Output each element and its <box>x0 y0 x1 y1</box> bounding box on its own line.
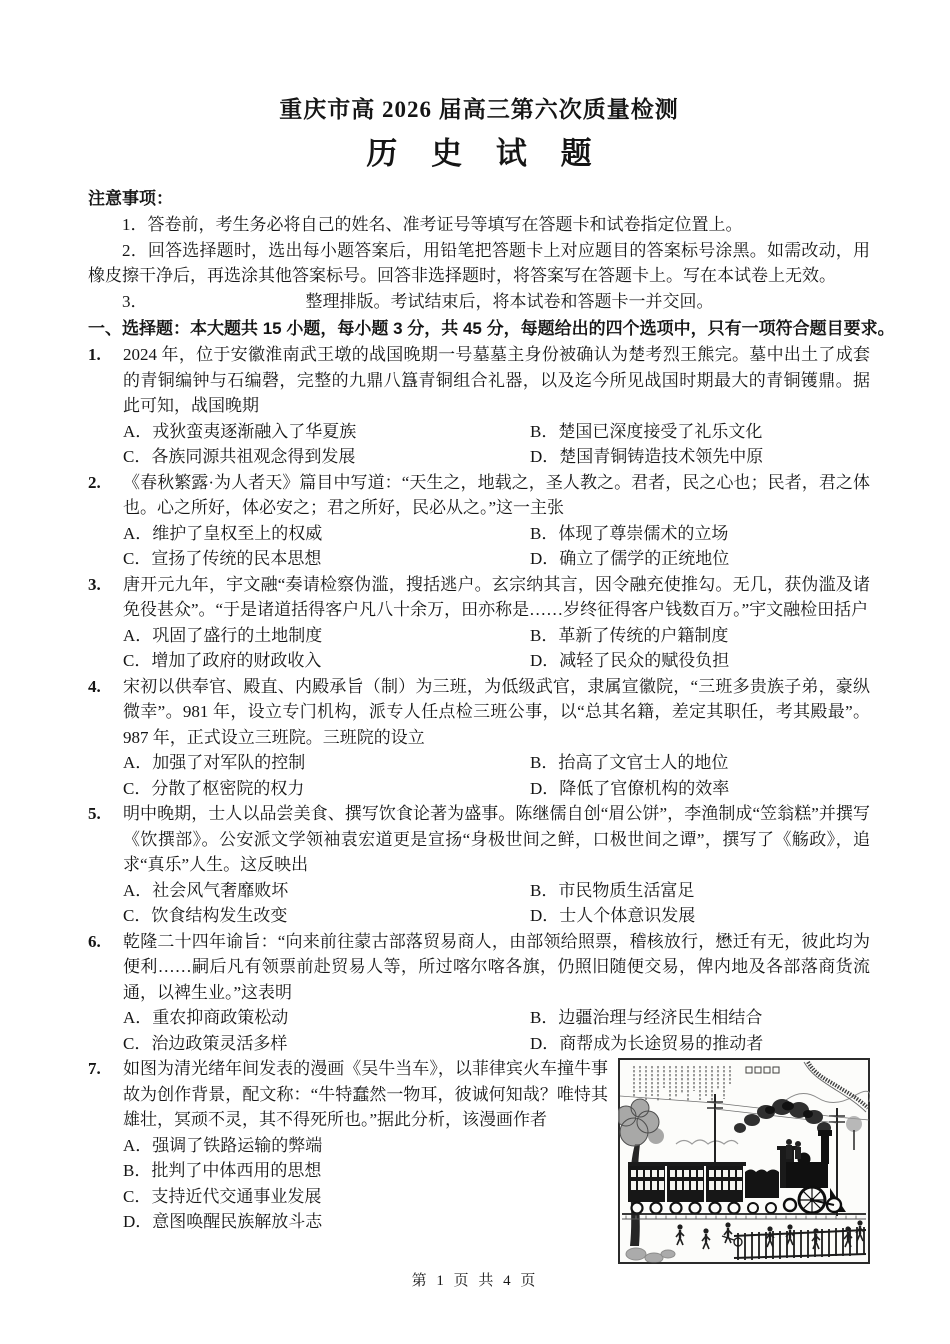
question-7-option-c: C．支持近代交通事业发展 <box>123 1186 322 1206</box>
notice-item-3-text: 整理排版。考试结束后，将本试卷和答题卡一并交回。 <box>305 291 714 311</box>
question-7-option-d: D．意图唤醒民族解放斗志 <box>123 1212 323 1231</box>
question-1-stem: 2024 年，位于安徽淮南武王墩的战国晚期一号墓墓主身份被确认为楚考烈王熊完。墓中出土了成套的青铜编钟与石编磬，完整的九鼎八簋青铜组合礼器，以及迄今所见战国时期最大的青铜镬鼎。据此可知，战国晚期 <box>123 345 870 415</box>
wu-niu-dang-che-cartoon-image <box>618 1058 870 1264</box>
section-1-header: 一、选择题：本大题共 15 小题，每小题 3 分，共 45 分，每题给出的四个选项中，只有一项符合题目要求。 <box>88 319 895 338</box>
question-1-option-a: A．戎狄蛮夷逐渐融入了华夏族 <box>123 421 357 441</box>
question-5-option-c: C．饮食结构发生改变 <box>123 906 288 925</box>
question-6-option-b: B．边疆治理与经济民生相结合 <box>530 1008 763 1027</box>
question-2 <box>88 470 870 572</box>
question-2-option-b: B．体现了尊崇儒术的立场 <box>530 523 729 543</box>
question-6-stem: 乾隆二十四年谕旨：“向来前往蒙古部落贸易商人，由部领给照票，稽核放行，懋迁有无，彼此均为便利……嗣后凡有领票前赴贸易人等，所过喀尔喀各旗，仍照旧随便交易，俾内地及各部落商货流通，以裨生业。”这表明 <box>123 931 870 1002</box>
notice-item-2: 2．回答选择题时，选出每小题答案后，用铅笔把答题卡上对应题目的答案标号涂黑。如需改动，用橡皮擦干净后，再选涂其他答案标号。回答非选择题时，将答案写在答题卡上。写在本试卷上无效。 <box>88 240 870 285</box>
question-3-number: 3. <box>88 574 101 594</box>
question-6-option-c: C．治边政策灵活多样 <box>123 1033 288 1053</box>
question-2-number: 2. <box>88 472 101 492</box>
question-6-option-d: D．商帮成为长途贸易的推动者 <box>530 1033 764 1053</box>
page-content <box>88 94 895 1264</box>
question-3 <box>88 572 870 674</box>
question-5-number: 5. <box>88 804 101 823</box>
question-3-option-c: C．增加了政府的财政收入 <box>123 651 322 670</box>
question-4-number: 4. <box>88 676 101 696</box>
notice-item-3 <box>88 289 870 315</box>
page-subtitle: 历 史 试 题 <box>366 136 605 171</box>
notice-item-3-number: 3． <box>122 291 148 311</box>
question-7-stem: 如图为清光绪年间发表的漫画《吴牛当车》，以菲律宾火车撞牛事故为创作背景，配文称：“牛特蠢然一物耳，彼诚何知哉？唯恃其雄壮，冥顽不灵，其不得死所也。”据此分析，该漫画作者 <box>123 1059 608 1129</box>
question-4-option-d: D．降低了官僚机构的效率 <box>530 778 730 798</box>
question-2-option-c: C．宣扬了传统的民本思想 <box>123 549 322 568</box>
question-1-option-d: D．楚国青铜铸造技术领先中原 <box>530 447 764 466</box>
question-5-option-d: D．士人个体意识发展 <box>530 906 696 925</box>
question-7-number: 7. <box>88 1059 101 1078</box>
question-5 <box>88 801 870 929</box>
question-4 <box>88 674 870 802</box>
question-7-option-b: B．批判了中体西用的思想 <box>123 1161 322 1180</box>
question-3-stem: 唐开元九年，宇文融“奏请检察伪滥，搜括逃户。玄宗纳其言，因令融充使推勾。无几，获伪滥及诸免役甚众”。“于是诸道括得客户凡八十余万，田亦称是……岁终征得客户钱数百万。”宇文融检田括户 <box>123 574 870 619</box>
question-4-option-b: B．抬高了文官士人的地位 <box>530 753 729 772</box>
page-title: 重庆市高 2026 届高三第六次质量检测 <box>279 97 679 122</box>
page-footer: 第 1 页 共 4 页 <box>411 1273 539 1289</box>
question-2-stem: 《春秋繁露·为人者天》篇目中写道：“天生之，地载之，圣人教之。君者，民之心也；民者，君之体也。心之所好，体必安之；君之所好，民必从之。”这一主张 <box>123 472 870 517</box>
question-3-option-a: A．巩固了盛行的土地制度 <box>123 625 323 645</box>
question-4-option-a: A．加强了对军队的控制 <box>123 753 306 772</box>
question-1 <box>88 342 870 470</box>
question-6-option-a: A．重农抑商政策松动 <box>123 1008 289 1027</box>
question-2-option-d: D．确立了儒学的正统地位 <box>530 549 730 568</box>
question-7 <box>88 1056 870 1264</box>
question-4-option-c: C．分散了枢密院的权力 <box>123 778 305 798</box>
question-3-option-d: D．减轻了民众的赋役负担 <box>530 651 730 670</box>
question-1-option-c: C．各族同源共祖观念得到发展 <box>123 447 356 466</box>
notice-section <box>88 186 870 314</box>
question-5-option-a: A．社会风气奢靡败坏 <box>123 880 289 900</box>
question-1-option-b: B．楚国已深度接受了礼乐文化 <box>530 421 763 441</box>
notice-item-1: 1．答卷前，考生务必将自己的姓名、准考证号等填写在答题卡和试卷指定位置上。 <box>122 215 743 234</box>
question-3-option-b: B．革新了传统的户籍制度 <box>530 625 729 645</box>
notice-heading: 注意事项： <box>88 189 173 208</box>
question-5-option-b: B．市民物质生活富足 <box>530 880 695 900</box>
question-6-number: 6. <box>88 931 101 951</box>
question-4-stem: 宋初以供奉官、殿直、内殿承旨（制）为三班，为低级武官，隶属宣徽院，“三班多贵族子弟，豪纵微幸”。981 年，设立专门机构，派专人任点检三班公事，以“总其名籍，差定其职任，考其殿最”。987 年，正式设立三班院。三班院的设立 <box>123 676 870 747</box>
question-2-option-a: A．维护了皇权至上的权威 <box>123 523 323 543</box>
question-1-number: 1. <box>88 345 101 364</box>
question-6 <box>88 929 870 1057</box>
question-5-stem: 明中晚期，士人以品尝美食、撰写饮食论著为盛事。陈继儒自创“眉公饼”，李渔制成“笠翁糕”并撰写《饮撰部》。公安派文学领袖袁宏道更是宣扬“身极世间之鲜，口极世间之谭”，撰写了《觞政》，追求“真乐”人生。这反映出 <box>123 804 870 874</box>
question-7-option-a: A．强调了铁路运输的弊端 <box>123 1135 323 1155</box>
